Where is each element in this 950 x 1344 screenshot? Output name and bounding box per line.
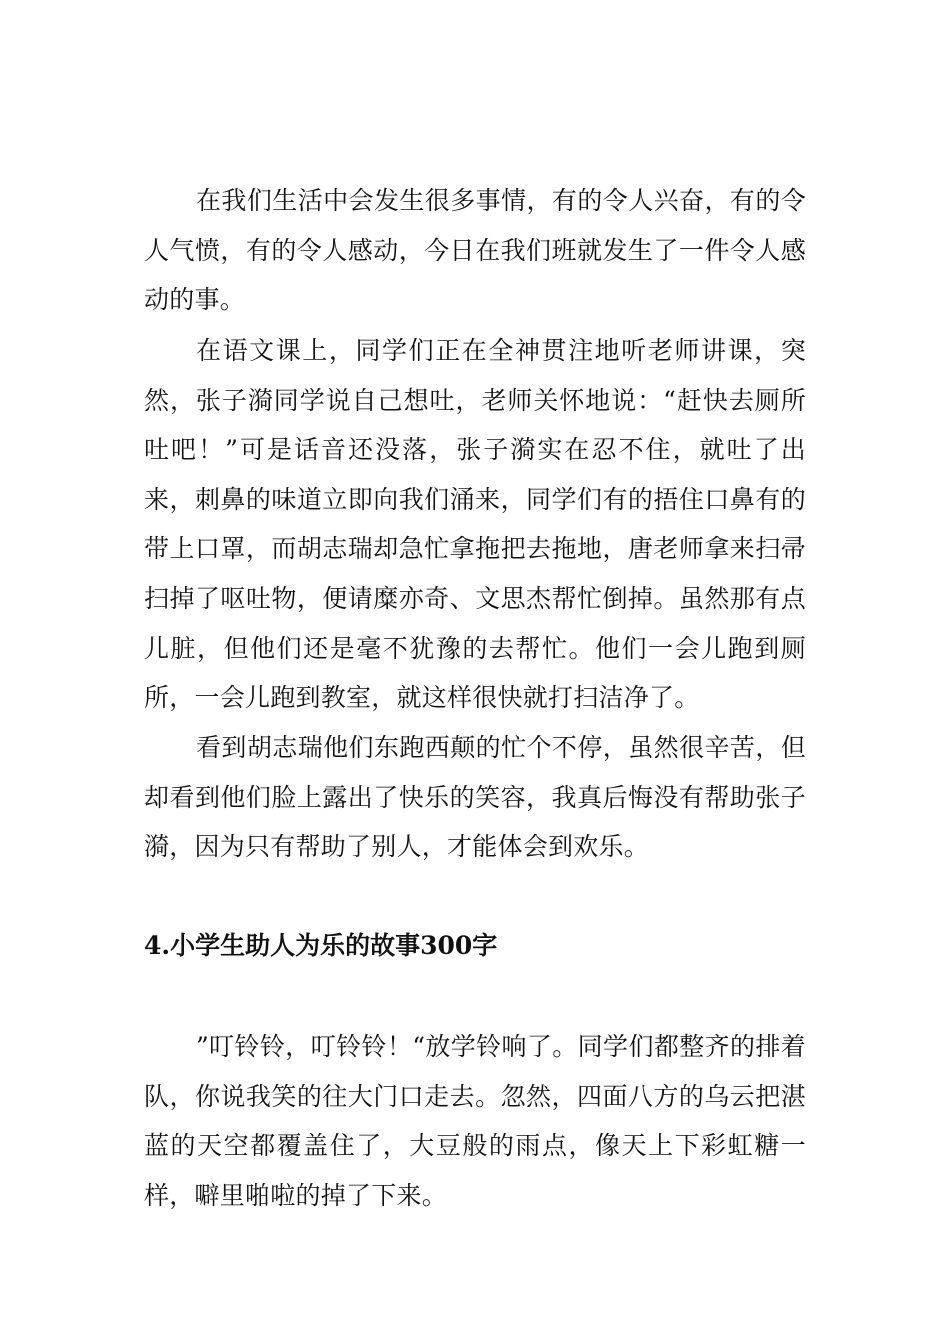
paragraph-rain-story: ”叮铃铃，叮铃铃！“放学铃响了。同学们都整齐的排着队，你说我笑的往大门口走去。忽然，四面八方的乌云把湛蓝的天空都覆盖住了，大豆般的雨点，像天上下彩虹糖一样，噼里啪啦的掉了下来。 — [144, 1032, 806, 1210]
paragraph-reflection: 看到胡志瑞他们东跑西颠的忙个不停，虽然很辛苦，但却看到他们脸上露出了快乐的笑容，我真后悔没有帮助张子漪，因为只有帮助了别人，才能体会到欢乐。 — [144, 733, 806, 862]
section-heading: 4.小学生助人为乐的故事300字 — [144, 931, 498, 960]
paragraph-story: 在语文课上，同学们正在全神贯注地听老师讲课，突然，张子漪同学说自己想吐，老师关怀地说：“赶快去厕所吐吧！”可是话音还没落，张子漪实在忍不住，就吐了出来，刺鼻的味道立即向我们涌来，同学们有的捂住口鼻有的带上口罩，而胡志瑞却急忙拿拖把去拖地，唐老师拿来扫帚扫掉了呕吐物，便请糜亦奇、文思杰帮忙倒掉。虽然那有点儿脏，但他们还是毫不犹豫的去帮忙。他们一会儿跑到厕所，一会儿跑到教室，就这样很快就打扫洁净了。 — [144, 336, 806, 713]
paragraph-intro: 在我们生活中会发生很多事情，有的令人兴奋，有的令人气愤，有的令人感动，今日在我们班就发生了一件令人感动的事。 — [144, 186, 806, 315]
